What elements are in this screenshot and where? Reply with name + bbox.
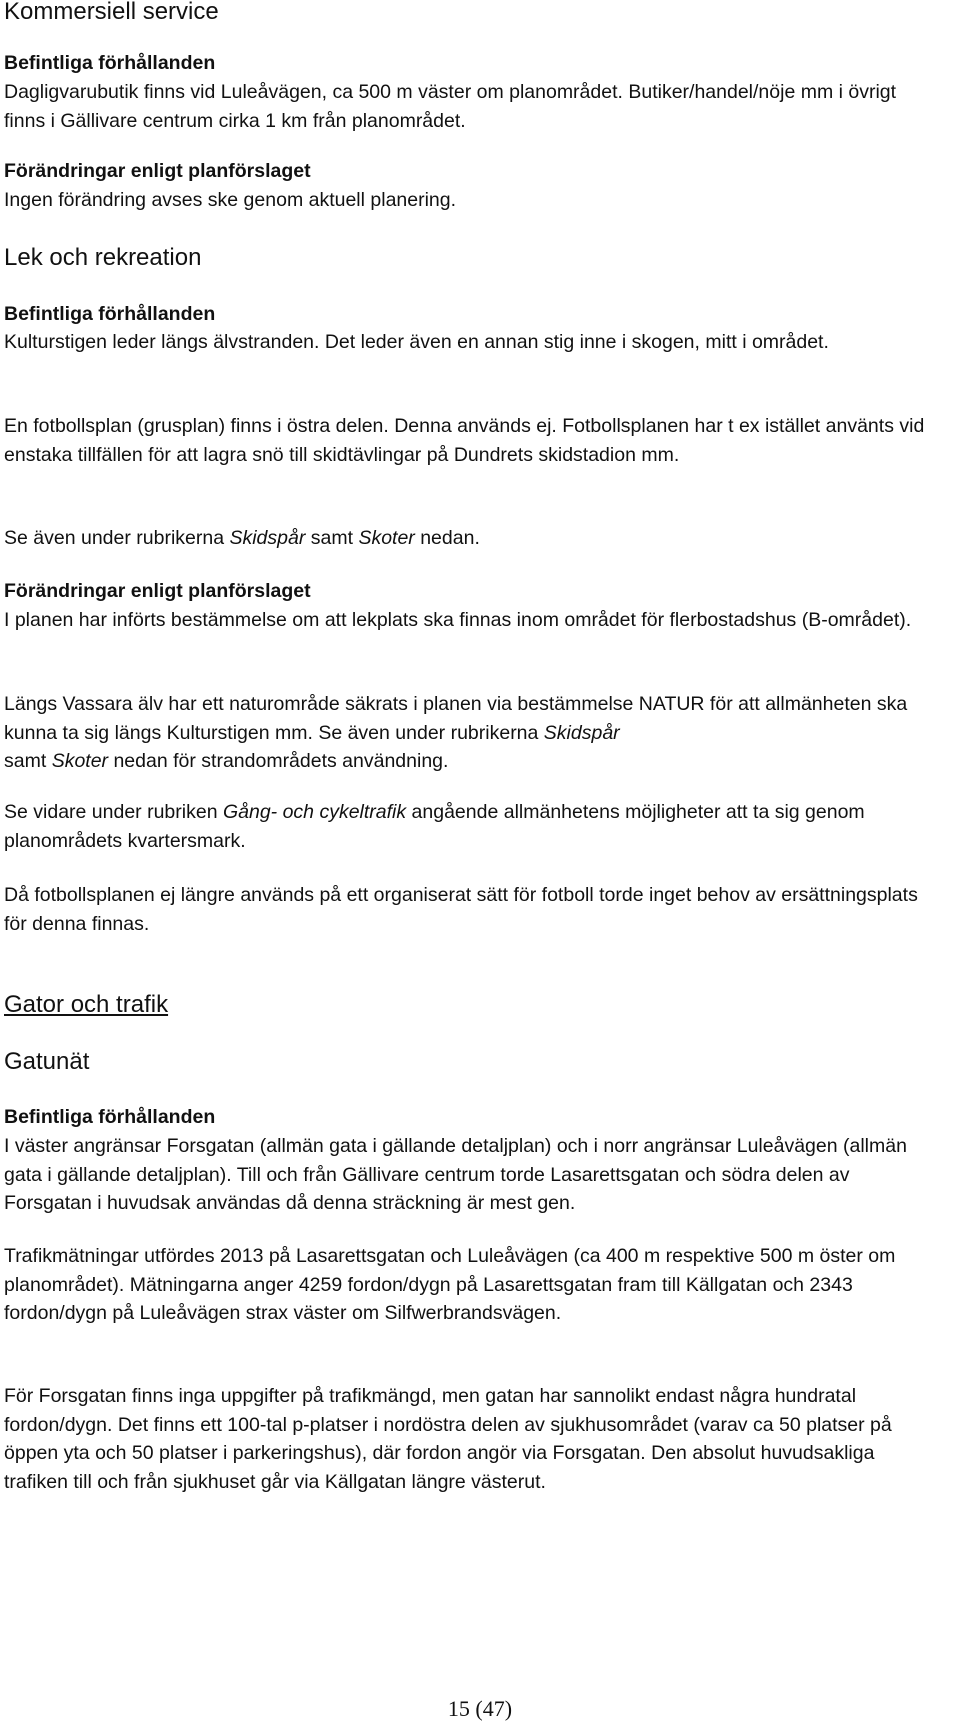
subheading-befintliga-forhallanden: Befintliga förhållanden — [4, 52, 216, 74]
paragraph: För Forsgatan finns inga uppgifter på trafikmängd, men gatan har sannolikt endast några hundratal fordon/dygn. Det finns ett 100-tal p-platser i nordöstra delen av sjukhusområdet (varav ca 50 platser på öppen yta och 50 platser i parkeringshus), där fordon angör via Forsgatan. Den absolut huvudsakliga trafiken till och från sjukhuset går via Källgatan längre västerut. — [4, 1385, 892, 1493]
section-heading-kommersiell-service: Kommersiell service — [4, 0, 219, 25]
text: Se även under rubrikerna — [4, 527, 230, 549]
italic-ref: Gång- och cykeltrafik — [222, 801, 407, 823]
subheading-forandringar: Förändringar enligt planförslaget — [4, 580, 311, 602]
subheading-befintliga-forhallanden: Befintliga förhållanden — [4, 1106, 216, 1128]
italic-ref: Skoter — [358, 527, 415, 549]
page-number: 15 (47) — [447, 1696, 513, 1721]
paragraph — [4, 798, 934, 855]
text: Längs Vassara älv har ett naturområde säkrats i planen via bestämmelse NATUR för att allmänheten ska kunna ta sig längs Kulturstigen mm. Se även under rubrikerna — [4, 693, 908, 744]
paragraph: En fotbollsplan (grusplan) finns i östra delen. Denna används ej. Fotbollsplanen har t ex istället använts vid enstaka tillfällen för att lagra snö till skidtävlingar på Dundrets skidstadion mm. — [4, 415, 925, 466]
paragraph: Då fotbollsplanen ej längre används på ett organiserat sätt för fotboll torde inget behov av ersättningsplats för denna finnas. — [4, 884, 918, 935]
section-heading-lek-och-rekreation: Lek och rekreation — [4, 244, 202, 271]
subheading-befintliga-forhallanden: Befintliga förhållanden — [4, 303, 216, 325]
text: angående allmänhetens möjligheter att ta sig genom planområdets kvartersmark. — [4, 801, 865, 852]
section-heading-gator-och-trafik: Gator och trafik — [4, 991, 169, 1018]
text: nedan för strandområdets användning. — [108, 750, 449, 772]
paragraph — [4, 690, 934, 776]
italic-ref: Skidspår — [229, 527, 306, 549]
text: samt — [305, 527, 359, 549]
text: Se vidare under rubriken — [4, 801, 223, 823]
italic-ref: Skidspår — [543, 721, 620, 744]
paragraph: Trafikmätningar utfördes 2013 på Lasarettsgatan och Luleåvägen (ca 400 m respektive 500 m öster om planområdet). Mätningarna anger 4259 fordon/dygn på Lasarettsgatan fram till Källgatan och 2343 fordon/dygn på Luleåvägen strax väster om Silfwerbrandsvägen. — [4, 1245, 896, 1324]
paragraph: Dagligvarubutik finns vid Luleåvägen, ca 500 m väster om planområdet. Butiker/handel/nöje mm i övrigt finns i Gällivare centrum cirka 1 km från planområdet. — [4, 81, 897, 132]
text: samt — [4, 750, 52, 772]
section-heading-gatunat: Gatunät — [4, 1048, 90, 1075]
paragraph: I planen har införts bestämmelse om att lekplats ska finnas inom området för flerbostadshus (B-området). — [4, 609, 912, 631]
paragraph — [4, 524, 934, 553]
paragraph: Kulturstigen leder längs älvstranden. Det leder även en annan stig inne i skogen, mitt i området. — [4, 331, 829, 353]
italic-ref: Skoter — [51, 750, 109, 772]
paragraph: Ingen förändring avses ske genom aktuell planering. — [4, 189, 457, 211]
subheading-forandringar: Förändringar enligt planförslaget — [4, 160, 311, 182]
paragraph: I väster angränsar Forsgatan (allmän gata i gällande detaljplan) och i norr angränsar Luleåvägen (allmän gata i gällande detaljplan). Till och från Gällivare centrum torde Lasarettsgatan och södra delen av Forsgatan i huvudsak användas då denna sträckning är mest gen. — [4, 1135, 907, 1214]
text: nedan. — [414, 527, 480, 549]
